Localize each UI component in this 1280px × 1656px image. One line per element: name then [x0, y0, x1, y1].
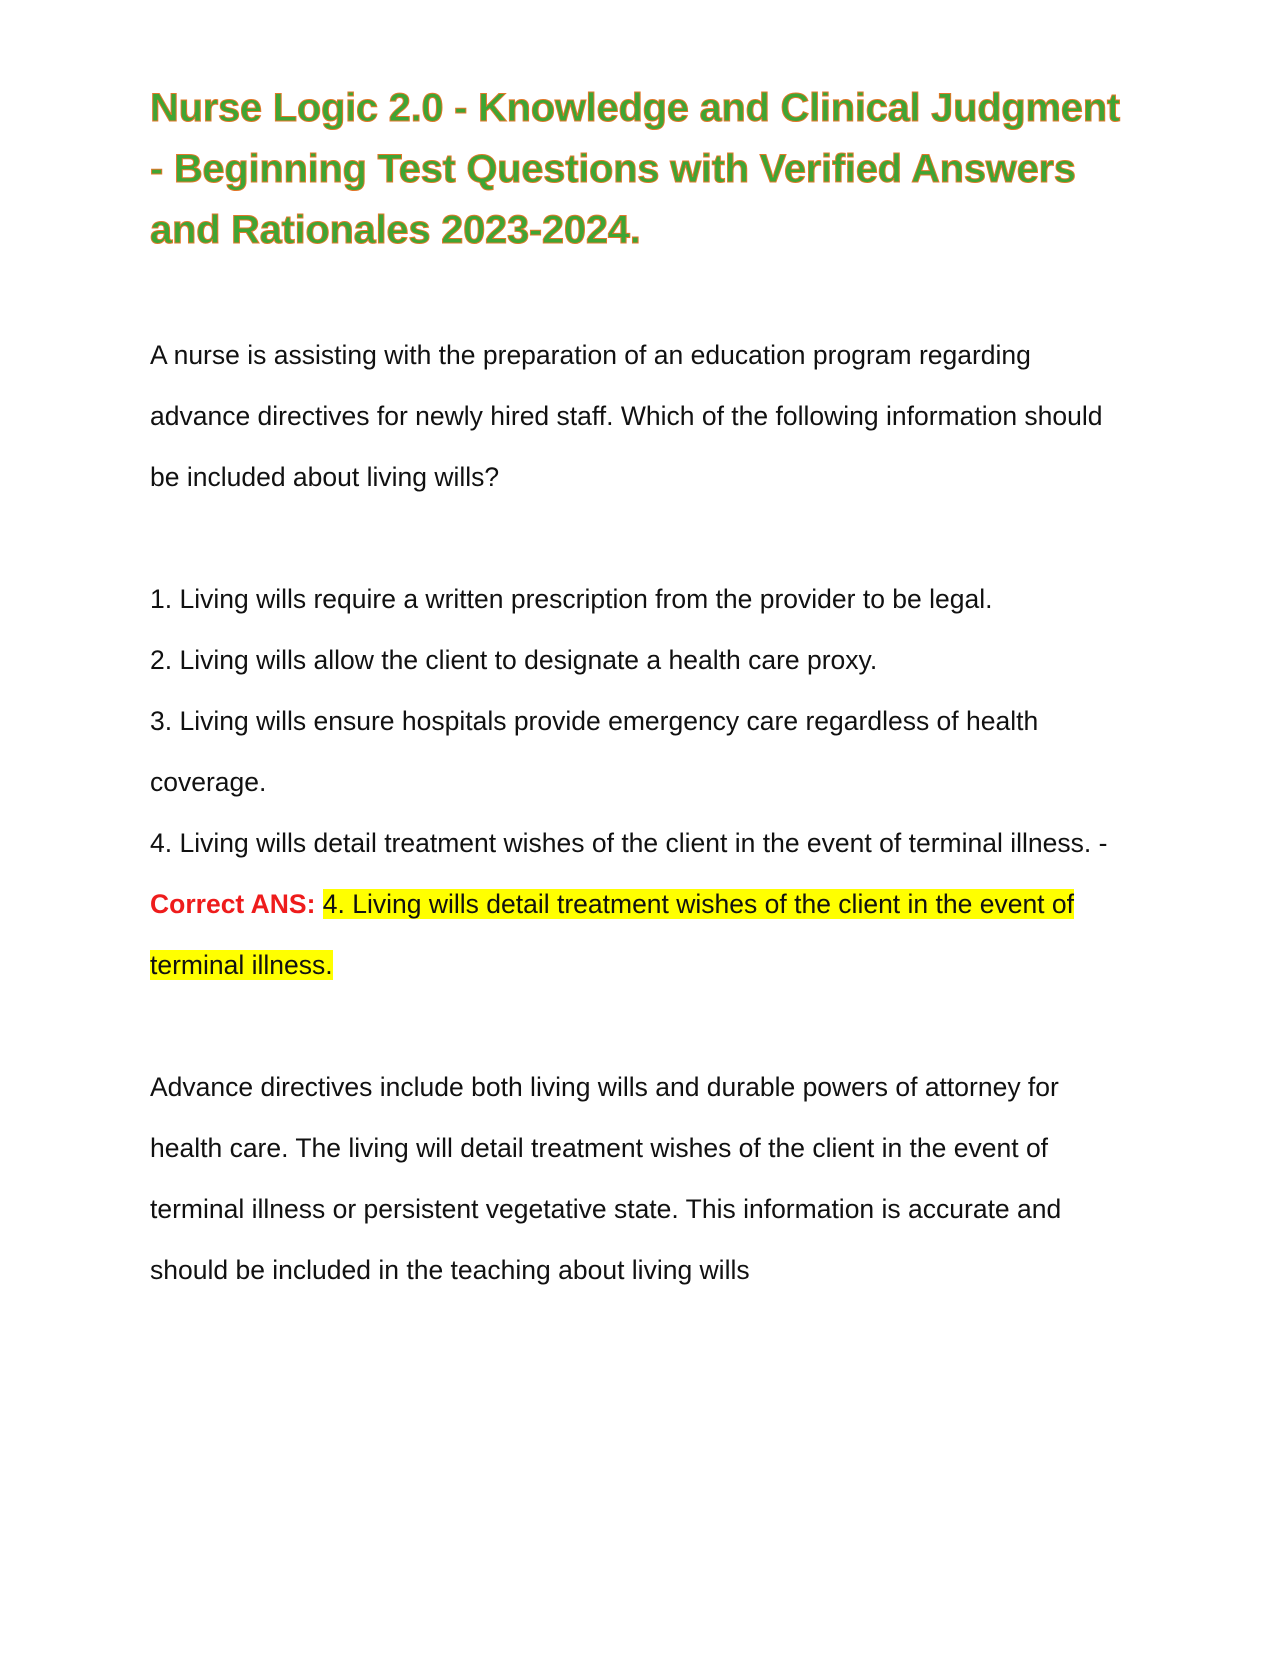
options-list — [150, 569, 1130, 996]
question-text: A nurse is assisting with the preparation of an education program regarding advance directives for newly hired staff. Which of the following information should be included about living wills? — [150, 340, 1103, 492]
option-4-with-answer — [150, 813, 1130, 996]
option-3: 3. Living wills ensure hospitals provide emergency care regardless of health coverage. — [150, 706, 1039, 797]
option-1: 1. Living wills require a written prescription from the provider to be legal. — [150, 584, 993, 614]
option-2: 2. Living wills allow the client to designate a health care proxy. — [150, 645, 878, 675]
document-page — [150, 78, 1130, 1301]
option-4: 4. Living wills detail treatment wishes of the client in the event of terminal illness. - — [150, 828, 1108, 858]
correct-answer-label: Correct ANS: — [150, 889, 316, 919]
correct-answer-highlight: 4. Living wills detail treatment wishes of the client in the event of terminal illness. — [150, 889, 1075, 980]
rationale-text: Advance directives include both living wills and durable powers of attorney for health care. The living will detail treatment wishes of the client in the event of terminal illness or persistent vegetative state. This information is accurate and should be included in the teaching about living wills — [150, 1072, 1062, 1285]
document-title: Nurse Logic 2.0 - Knowledge and Clinical Judgment - Beginning Test Questions with Verified Answers and Rationales 2023-2024. — [150, 86, 1120, 252]
